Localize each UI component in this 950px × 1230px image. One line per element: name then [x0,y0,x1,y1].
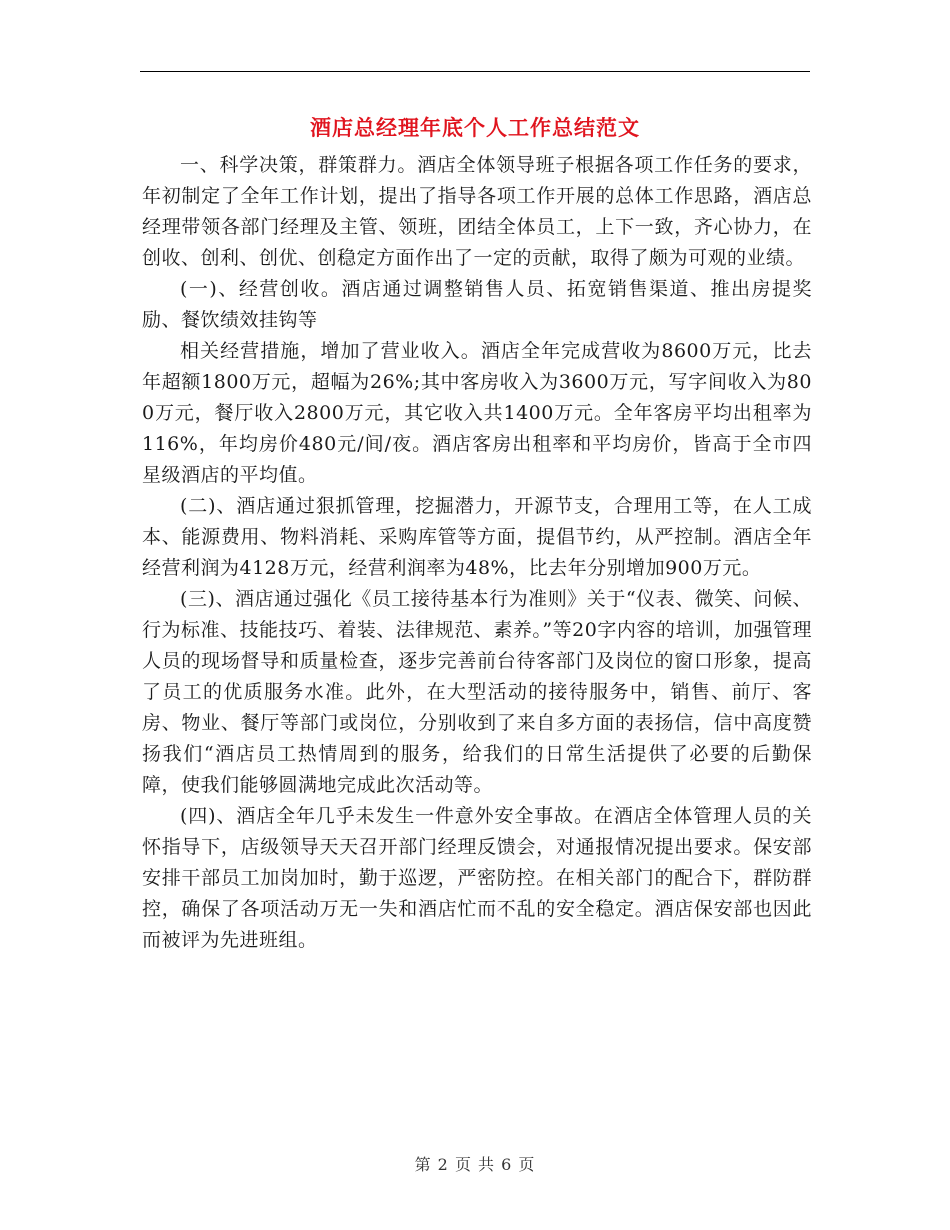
paragraph-safety: (四)、酒店全年几乎未发生一件意外安全事故。在酒店全体管理人员的关怀指导下，店级领导天天召开部门经理反馈会，对通报情况提出要求。保安部安排干部员工加岗加时，勤于巡逻，严密防控。在相关部门的配合下，群防群控，确保了各项活动万无一失和酒店忙而不乱的安全稳定。酒店保安部也因此而被评为先进班组。 [142,805,812,951]
document-title: 酒店总经理年底个人工作总结范文 [310,115,640,140]
paragraph-decision-making: 一、科学决策，群策群力。酒店全体领导班子根据各项工作任务的要求，年初制定了全年工作计划，提出了指导各项工作开展的总体工作思路，酒店总经理带领各部门经理及主管、领班，团结全体员工，上下一致，齐心协力，在创收、创利、创优、创稳定方面作出了一定的贡献，取得了颇为可观的业绩。 [142,154,812,269]
paragraph-revenue-figures: 相关经营措施，增加了营业收入。酒店全年完成营收为8600万元，比去年超额1800万元，超幅为26%;其中客房收入为3600万元，写字间收入为800万元，餐厅收入2800万元，其它收入共1400万元。全年客房平均出租率为116%，年均房价480元/间/夜。酒店客房出租率和平均房价，皆高于全市四星级酒店的平均值。 [142,340,812,486]
paragraph-service-training: (三)、酒店通过强化《员工接待基本行为准则》关于“仪表、微笑、问候、行为标准、技能技巧、着装、法律规范、素养。”等20字内容的培训，加强管理人员的现场督导和质量检查，逐步完善前台待客部门及岗位的窗口形象，提高了员工的优质服务水准。此外，在大型活动的接待服务中，销售、前厅、客房、物业、餐厅等部门或岗位，分别收到了来自多方面的表扬信，信中高度赞扬我们“酒店员工热情周到的服务，给我们的日常生活提供了必要的后勤保障，使我们能够圆满地完成此次活动等。 [142,588,812,796]
page-number-footer: 第 2 页 共 6 页 [414,1155,536,1174]
header-rule [140,71,810,72]
paragraph-cost-control: (二)、酒店通过狠抓管理，挖掘潜力，开源节支，合理用工等，在人工成本、能源费用、物料消耗、采购库管等方面，提倡节约，从严控制。酒店全年经营利润为4128万元，经营利润率为48%，比去年分别增加900万元。 [142,495,812,579]
document-body [142,150,812,956]
paragraph-revenue-intro: (一)、经营创收。酒店通过调整销售人员、拓宽销售渠道、推出房提奖励、餐饮绩效挂钩等 [142,278,812,331]
